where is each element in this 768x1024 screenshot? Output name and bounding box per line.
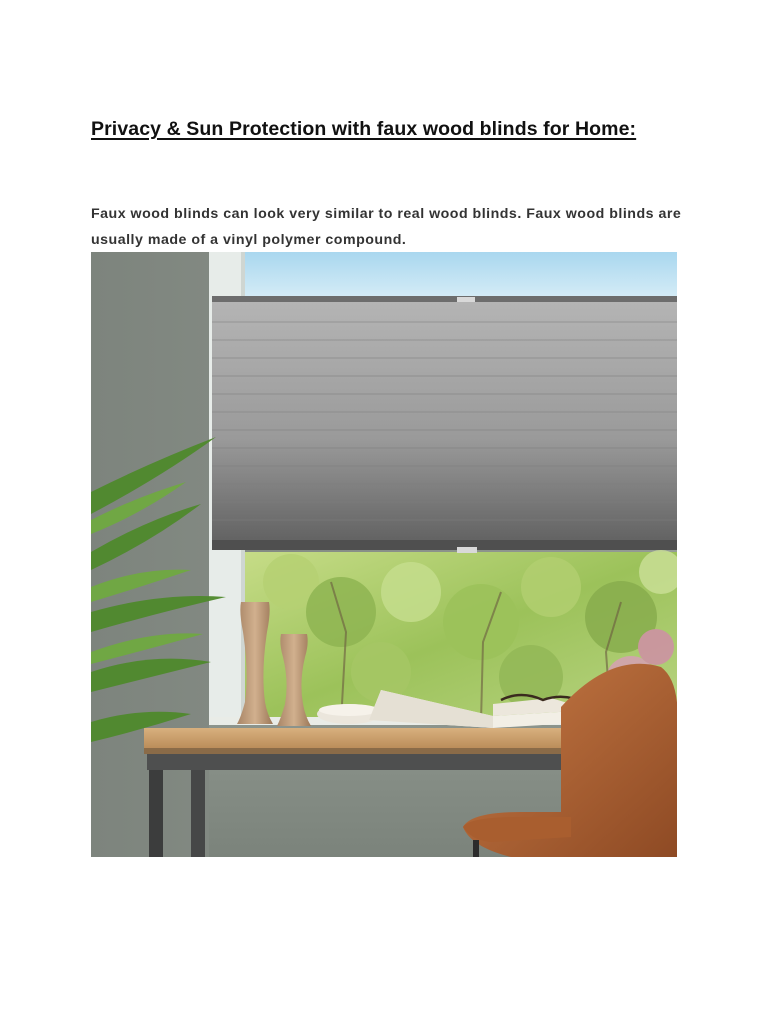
document-heading: Privacy & Sun Protection with faux wood blinds for Home: (91, 118, 637, 140)
document-paragraph: Faux wood blinds can look very similar to real wood blinds. Faux wood blinds are usually made of a vinyl polymer compound. (91, 206, 682, 248)
blinds-photo (91, 252, 677, 857)
